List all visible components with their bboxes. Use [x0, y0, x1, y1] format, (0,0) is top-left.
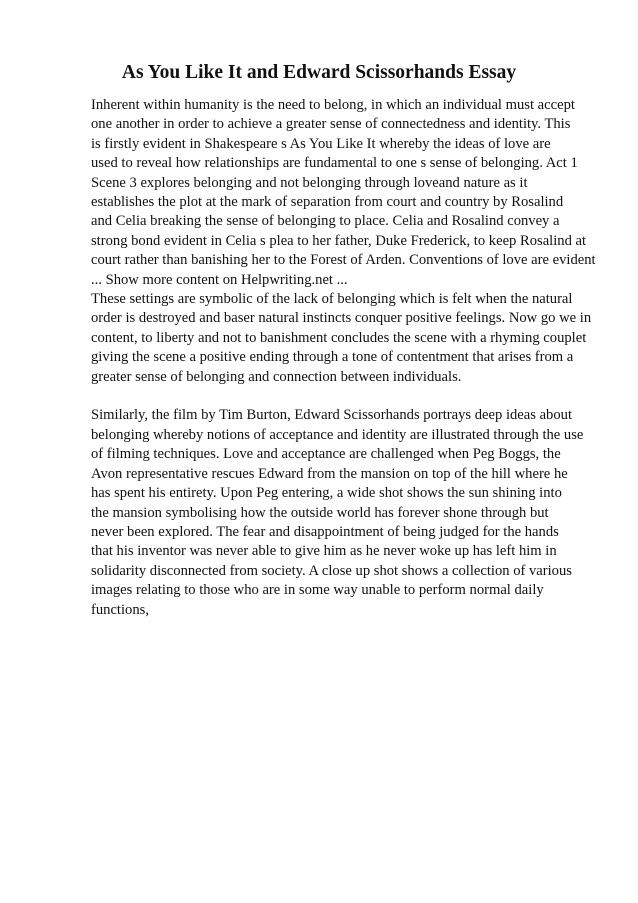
text-line: and Celia breaking the sense of belonging to place. Celia and Rosalind convey a: [91, 213, 560, 230]
text-line: Avon representative rescues Edward from the mansion on top of the hill where he: [91, 465, 568, 482]
text-line: is firstly evident in Shakespeare s As You Like It whereby the ideas of love are: [91, 135, 551, 152]
document-title: As You Like It and Edward Scissorhands Essay: [121, 62, 517, 83]
document-body: [91, 96, 611, 620]
text-line: solidarity disconnected from society. A close up shot shows a collection of various: [91, 562, 572, 579]
paragraph-2: [91, 406, 611, 619]
text-line: court rather than banishing her to the Forest of Arden. Conventions of love are evident: [91, 252, 596, 269]
text-line: content, to liberty and not to banishment concludes the scene with a rhyming couplet: [91, 329, 587, 346]
text-line: order is destroyed and baser natural instincts conquer positive feelings. Now go we in: [91, 310, 592, 327]
text-line: images relating to those who are in some way unable to perform normal daily: [91, 582, 544, 599]
paragraph-gap: [91, 387, 611, 406]
text-line: belonging whereby notions of acceptance and identity are illustrated through the use: [91, 426, 584, 443]
text-line: Similarly, the film by Tim Burton, Edward Scissorhands portrays deep ideas about: [91, 407, 573, 424]
paragraph-1: [91, 96, 611, 387]
text-line: Inherent within humanity is the need to belong, in which an individual must accept: [91, 97, 575, 113]
text-line: of filming techniques. Love and acceptance are challenged when Peg Boggs, the: [91, 446, 561, 463]
text-line: functions,: [91, 601, 149, 618]
text-line: one another in order to achieve a greater sense of connectedness and identity. This: [91, 116, 571, 133]
text-line: never been explored. The fear and disappointment of being judged for the hands: [91, 523, 559, 540]
text-line: that his inventor was never able to give him as he never woke up has left him in: [91, 543, 557, 560]
text-line: has spent his entirety. Upon Peg entering, a wide shot shows the sun shining into: [91, 485, 562, 502]
text-line: used to reveal how relationships are fundamental to one s sense of belonging. Act 1: [91, 155, 578, 172]
text-line: Scene 3 explores belonging and not belonging through loveand nature as it: [91, 174, 528, 191]
text-line: greater sense of belonging and connection between individuals.: [91, 368, 462, 385]
text-line: the mansion symbolising how the outside world has forever shone through but: [91, 504, 549, 521]
show-more-line: ... Show more content on Helpwriting.net ...: [91, 271, 348, 288]
text-line: These settings are symbolic of the lack of belonging which is felt when the natural: [91, 291, 573, 308]
text-line: giving the scene a positive ending through a tone of contentment that arises from a: [91, 349, 574, 366]
text-line: establishes the plot at the mark of separation from court and country by Rosalind: [91, 194, 564, 211]
text-line: strong bond evident in Celia s plea to her father, Duke Frederick, to keep Rosalind at: [91, 232, 587, 249]
